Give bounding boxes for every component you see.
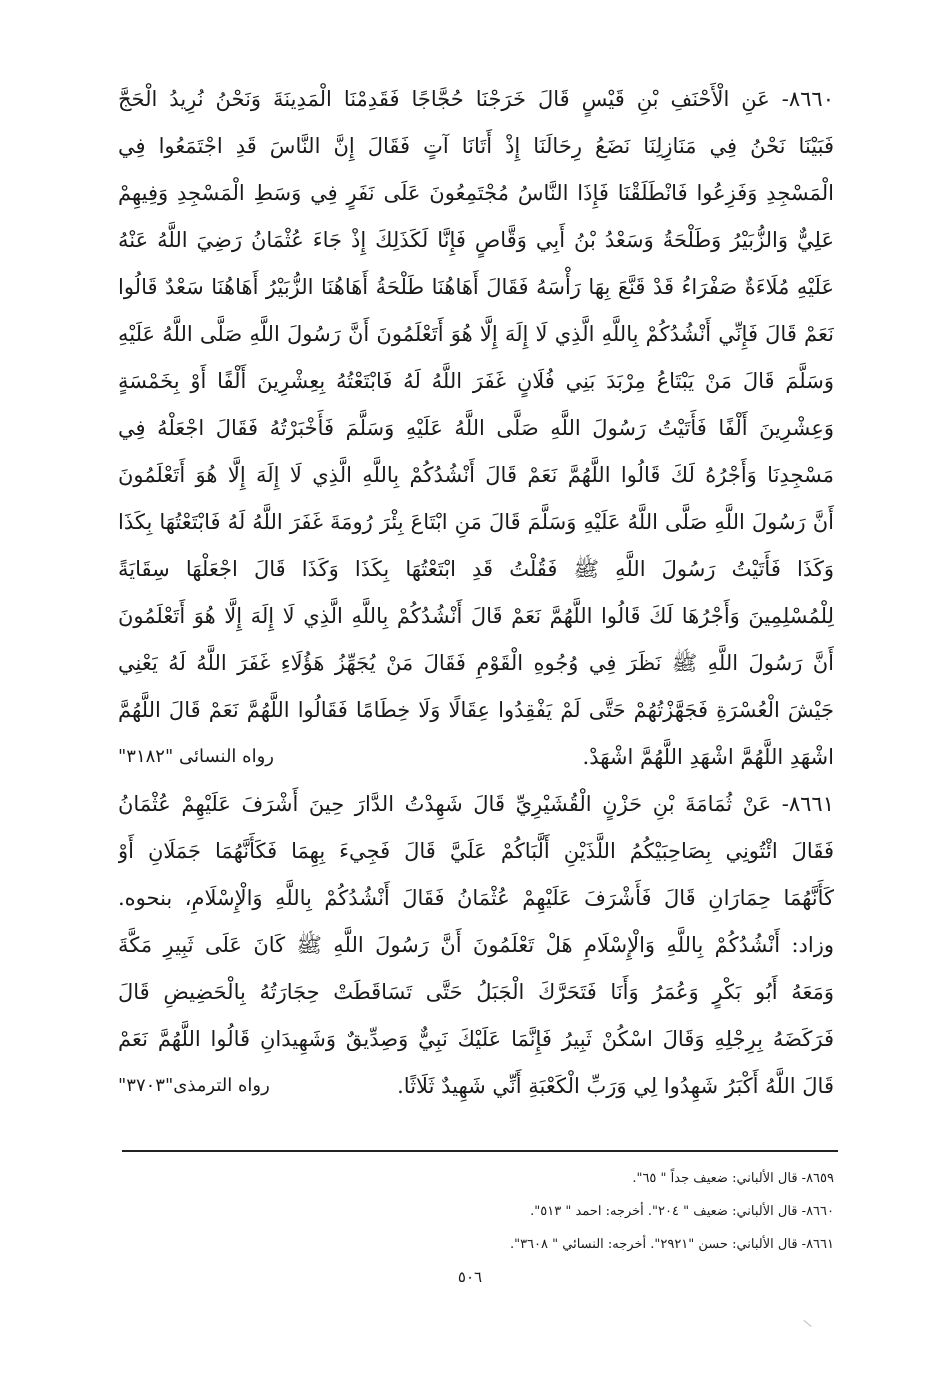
hadith-8660-line: وَكَذَا فَأَتَيْتُ رَسُولَ اللَّهِ ﷺ فَقُلْتُ قَدِ ابْتَعْتُهَا بِكَذَا وَكَذَا قَالَ اجْعَلْهَا سِقَايَةً [118, 557, 834, 581]
hadith-8661-line: وَمَعَهُ أَبُو بَكْرٍ وَعُمَرُ وَأَنَا فَتَحَرَّكَ الْجَبَلُ حَتَّى تَسَاقَطَتْ حِجَارَتُهُ بِالْحَضِيضِ قَالَ [118, 980, 834, 1004]
hadith-8661-closing-line [118, 1065, 834, 1112]
hadith-8661-line: ٨٦٦١- عَنْ ثُمَامَةَ بْنِ حَزْنٍ الْقُشَيْرِيِّ قَالَ شَهِدْتُ الدَّارَ حِينَ أَشْرَفَ عَلَيْهِمْ عُثْمَانُ [118, 792, 834, 816]
footnote: ٨٦٦٠- قال الألباني: ضعيف " ٢٠٤". أخرجه: احمد " ٥١٣". [530, 1204, 834, 1219]
hadith-8660-source: رواه النسائى "٣١٨٢" [118, 746, 274, 767]
hadith-8660-line: ٨٦٦٠- عَنِ الْأَحْنَفِ بْنِ قَيْسٍ قَالَ خَرَجْنَا حُجَّاجًا فَقَدِمْنَا الْمَدِينَةَ وَنَحْنُ نُرِيدُ الْحَجَّ [118, 87, 834, 111]
hadith-8660-line: وَسَلَّمَ قَالَ مَنْ يَبْتَاعُ مِرْبَدَ بَنِي فُلَانٍ غَفَرَ اللَّهُ لَهُ فَابْتَعْتُهُ بِعِشْرِينَ أَلْفًا أَوْ بِخَمْسَةٍ [118, 369, 834, 393]
hadith-8660-line: وَعِشْرِينَ أَلْفًا فَأَتَيْتُ رَسُولَ اللَّهِ صَلَّى اللَّهُ عَلَيْهِ وَسَلَّمَ فَأَخْبَرْتُهُ فَقَالَ اجْعَلْهُ فِي [118, 416, 834, 440]
hadith-8661-line: فَقَالَ ائْتُونِي بِصَاحِبَيْكُمُ اللَّذَيْنِ أَلَّبَاكُمْ عَلَيَّ قَالَ فَجِيءَ بِهِمَا فَكَأَنَّهُمَا جَمَلَانِ أَوْ [118, 839, 834, 863]
hadith-8660-line: مَسْجِدِنَا وَأَجْرُهُ لَكَ قَالُوا اللَّهُمَّ نَعَمْ قَالَ أَنْشُدُكُمْ بِاللَّهِ الَّذِي لَا إِلَهَ إِلَّا هُوَ أَتَعْلَمُونَ [118, 463, 834, 487]
footnote: ٨٦٦١- قال الألباني: حسن "٢٩٢١". أخرجه: النسائي " ٣٦٠٨". [509, 1237, 834, 1252]
hadith-8661-source: رواه الترمذى"٣٧٠٣" [118, 1075, 270, 1096]
hadith-8660-line: عَلَيْهِ مُلَاءَةٌ صَفْرَاءُ قَدْ قَنَّعَ بِهَا رَأْسَهُ فَقَالَ أَهَاهُنَا طَلْحَةُ أَهَاهُنَا الزُّبَيْرُ أَهَاهُنَا سَعْدٌ قَالُوا [118, 275, 834, 299]
hadith-8660-line: أَنَّ رَسُولَ اللَّهِ صَلَّى اللَّهُ عَلَيْهِ وَسَلَّمَ قَالَ مَنِ ابْتَاعَ بِئْرَ رُومَةَ غَفَرَ اللَّهُ لَهُ فَابْتَعْتُهَا بِكَذَا [118, 510, 834, 534]
hadith-8660-line: جَيْشَ الْعُسْرَةِ فَجَهَّزْتُهُمْ حَتَّى لَمْ يَفْقِدُوا عِقَالًا وَلَا خِطَامًا فَقَالُوا اللَّهُمَّ نَعَمْ قَالَ اللَّهُمَّ [118, 698, 834, 722]
page-number: ٥٠٦ [457, 1268, 483, 1286]
hadith-8660-final-text: اشْهَدِ اللَّهُمَّ اشْهَدِ اللَّهُمَّ اشْهَدْ. [582, 745, 834, 769]
hadith-8660-line: فَبَيْنَا نَحْنُ فِي مَنَازِلِنَا نَضَعُ رِحَالَنَا إِذْ أَتَانَا آتٍ فَقَالَ إِنَّ النَّاسَ قَدِ اجْتَمَعُوا فِي [118, 134, 834, 158]
hadith-8661-line: وزاد: أَنْشُدُكُمْ بِاللَّهِ وَالْإِسْلَامِ هَلْ تَعْلَمُونَ أَنَّ رَسُولَ اللَّهِ ﷺ كَانَ عَلَى ثَبِيرِ مَكَّةَ [118, 933, 834, 957]
hadith-8661-line: فَرَكَضَهُ بِرِجْلِهِ وَقَالَ اسْكُنْ ثَبِيرُ فَإِنَّمَا عَلَيْكَ نَبِيٌّ وَصِدِّيقٌ وَشَهِيدَانِ قَالُوا اللَّهُمَّ نَعَمْ [118, 1027, 834, 1051]
hadith-8660-line: نَعَمْ قَالَ فَإِنِّي أَنْشُدُكُمْ بِاللَّهِ الَّذِي لَا إِلَهَ إِلَّا هُوَ أَتَعْلَمُونَ أَنَّ رَسُولَ اللَّهِ صَلَّى اللَّهُ عَلَيْهِ [118, 322, 834, 346]
main-text [118, 78, 834, 1112]
scan-mark [798, 1320, 811, 1333]
footnote-divider [122, 1150, 838, 1152]
footnote: ٨٦٥٩- قال الألباني: ضعيف جداً " ٦٥". [632, 1171, 834, 1186]
hadith-8660-line: لِلْمُسْلِمِينَ وَأَجْرُهَا لَكَ قَالُوا اللَّهُمَّ نَعَمْ قَالَ أَنْشُدُكُمْ بِاللَّهِ الَّذِي لَا إِلَهَ إِلَّا هُوَ أَتَعْلَمُونَ [118, 604, 834, 628]
hadith-8661-final-text: قَالَ اللَّهُ أَكْبَرُ شَهِدُوا لِي وَرَبِّ الْكَعْبَةِ أَنِّي شَهِيدٌ ثَلَاثًا. [397, 1074, 834, 1098]
hadith-8661-line: كَأَنَّهُمَا حِمَارَانِ قَالَ فَأَشْرَفَ عَلَيْهِمْ عُثْمَانُ فَقَالَ أَنْشُدُكُمْ بِاللَّهِ وَالْإِسْلَامِ، بنحوه. [118, 886, 834, 910]
hadith-8660-line: أَنَّ رَسُولَ اللَّهِ ﷺ نَظَرَ فِي وُجُوهِ الْقَوْمِ فَقَالَ مَنْ يُجَهِّزُ هَؤُلَاءِ غَفَرَ اللَّهُ لَهُ يَعْنِي [118, 651, 834, 675]
hadith-8660-line: عَلِيٌّ وَالزُّبَيْرُ وَطَلْحَةُ وَسَعْدُ بْنُ أَبِي وَقَّاصٍ فَإِنَّا لَكَذَلِكَ إِذْ جَاءَ عُثْمَانُ رَضِيَ اللَّهُ عَنْهُ [118, 228, 834, 252]
hadith-8660-closing-line [118, 736, 834, 783]
hadith-8660-line: الْمَسْجِدِ وَفَزِعُوا فَانْطَلَقْنَا فَإِذَا النَّاسُ مُجْتَمِعُونَ عَلَى نَفَرٍ فِي وَسَطِ الْمَسْجِدِ وَفِيهِمْ [118, 181, 834, 205]
footnotes [300, 1162, 834, 1261]
